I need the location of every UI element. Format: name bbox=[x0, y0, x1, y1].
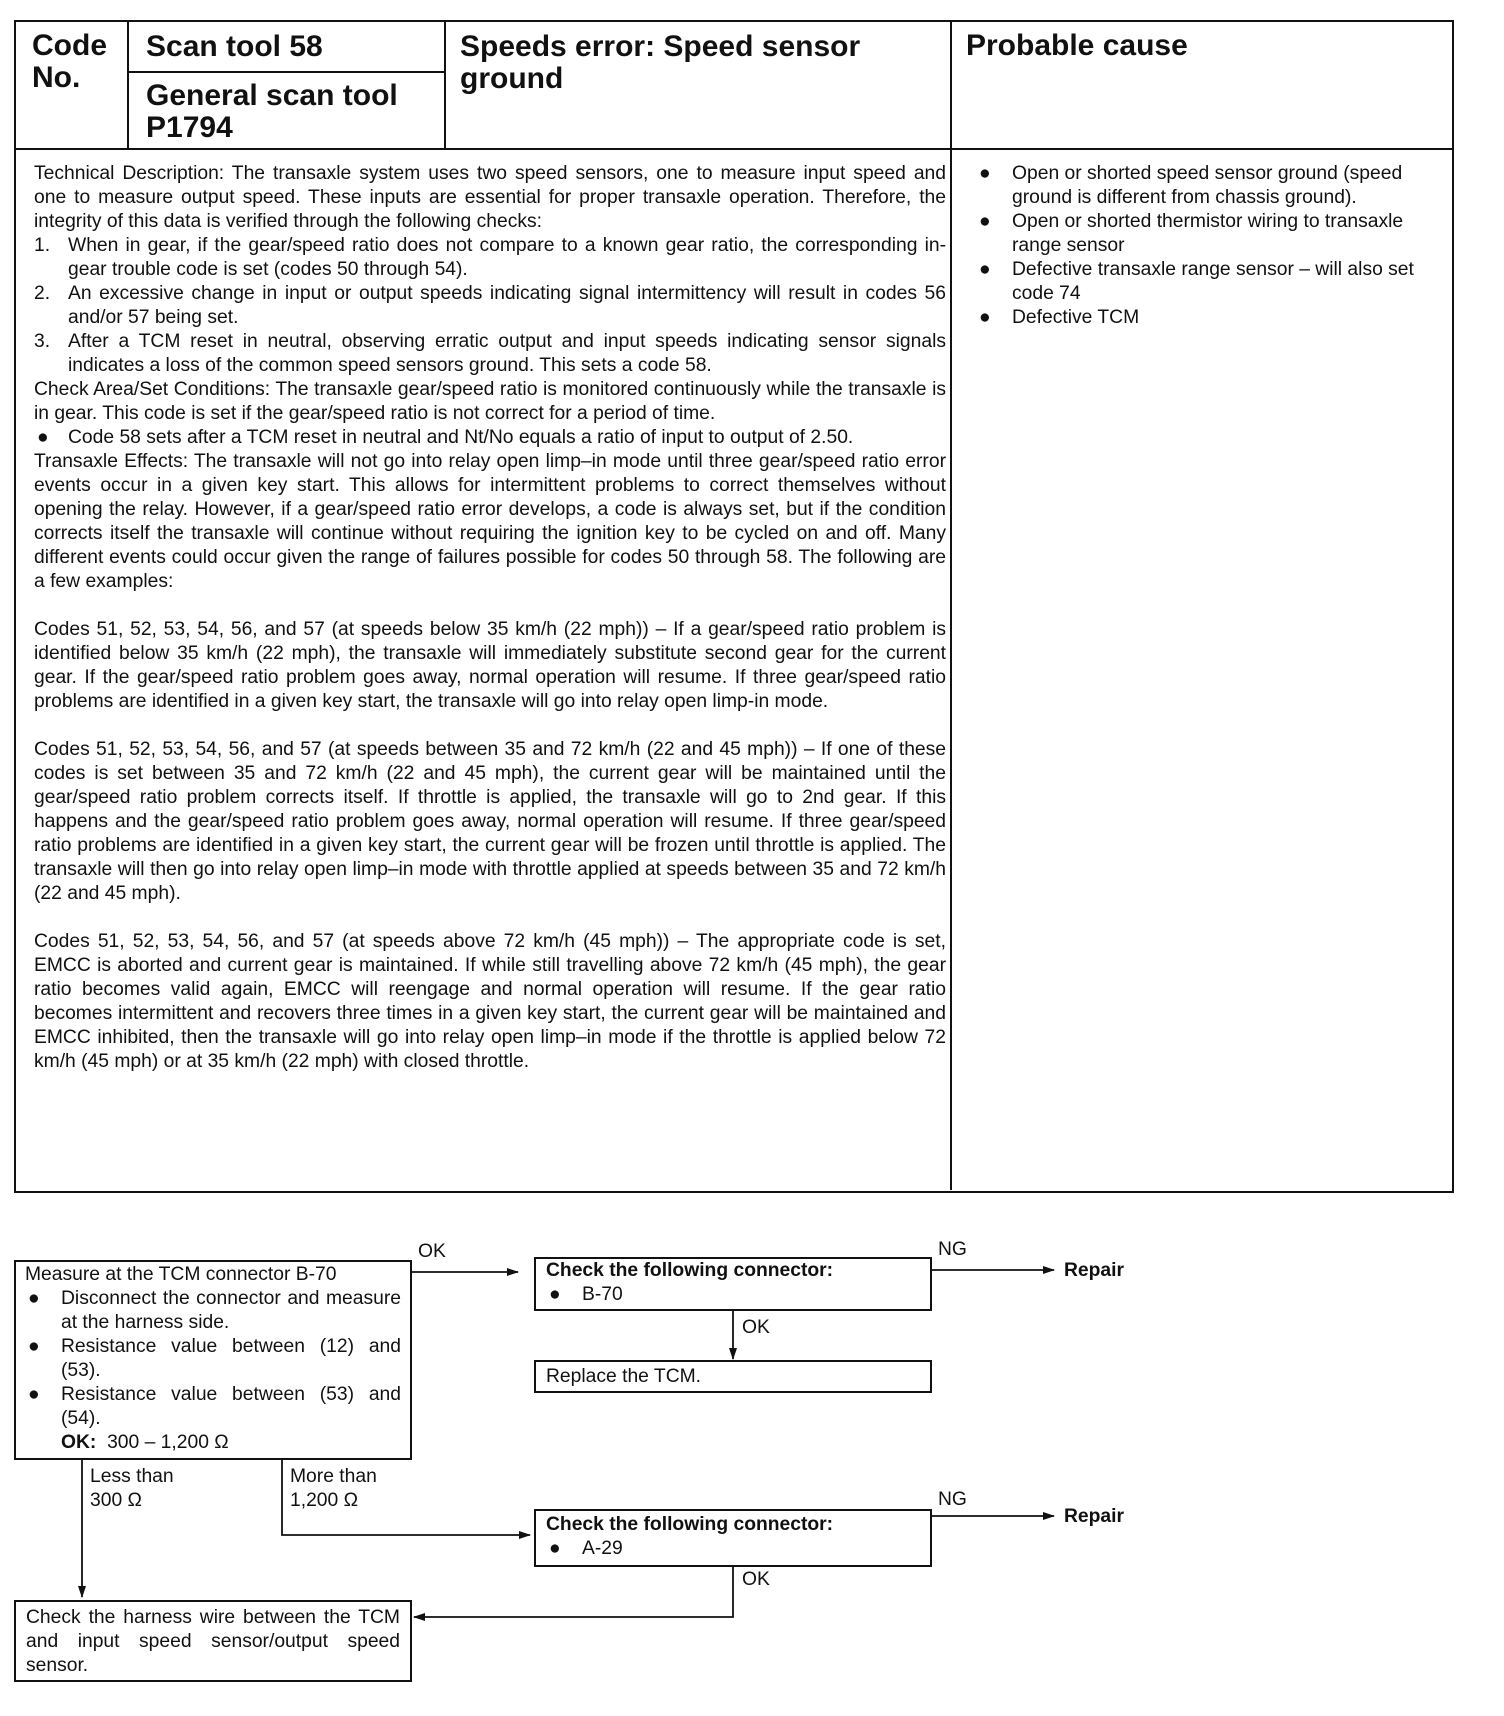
description-intro: Technical Description: The transaxle system uses two speed sensors, one to measure input speed and one to measure output speed. These inputs are essential for proper transaxle operation. Therefore, the integrity of this data is verified through the following checks: bbox=[34, 163, 946, 232]
check-connector-title: Check the following connector: bbox=[546, 1260, 834, 1281]
measure-step-title: Measure at the TCM connector B-70 bbox=[25, 1264, 337, 1285]
bullet-icon: ● bbox=[28, 1384, 40, 1405]
list-item-text: Defective TCM bbox=[1012, 307, 1140, 328]
ok-spec-value: 300 – 1,200 Ω bbox=[107, 1432, 229, 1453]
bullet-icon: ● bbox=[979, 307, 991, 328]
bullet-icon: ● bbox=[979, 163, 991, 184]
list-item bbox=[25, 1383, 401, 1431]
label-less-than bbox=[90, 1465, 174, 1513]
list-number: 3. bbox=[34, 331, 51, 352]
list-item-text: Open or shorted speed sensor ground (speed ground is different from chassis ground). bbox=[1012, 163, 1403, 208]
bullet-icon: ● bbox=[37, 427, 49, 448]
check-area-text: Check Area/Set Conditions: The transaxle gear/speed ratio is monitored continuously while the transaxle is in gear. This code is set if the gear/speed ratio is not correct for a period of time. bbox=[34, 379, 946, 424]
list-item-text: Open or shorted thermistor wiring to transaxle range sensor bbox=[1012, 211, 1404, 256]
bullet-icon: ● bbox=[549, 1538, 561, 1559]
label-ng: NG bbox=[938, 1239, 967, 1260]
list-item-text: Defective transaxle range sensor – will also set code 74 bbox=[1012, 259, 1414, 304]
measure-step-box bbox=[14, 1260, 412, 1460]
label-ok: OK bbox=[418, 1241, 446, 1262]
label-more-than-value: 1,200 Ω bbox=[290, 1490, 359, 1511]
bullet-icon: ● bbox=[549, 1284, 561, 1305]
repair-label-bottom: Repair bbox=[1064, 1506, 1125, 1527]
label-more-than bbox=[290, 1465, 377, 1513]
list-item-text: After a TCM reset in neutral, observing erratic output and input speeds indicating sensor signals indicates a loss of the common speed sensors ground. This sets a code 58. bbox=[68, 331, 946, 376]
list-item bbox=[546, 1537, 920, 1561]
list-item bbox=[546, 1283, 920, 1307]
check-harness-text: Check the harness wire between the TCM and input speed sensor/output speed sensor. bbox=[26, 1607, 400, 1676]
paragraph-low-speed: Codes 51, 52, 53, 54, 56, and 57 (at speeds below 35 km/h (22 mph)) – If a gear/speed ratio problem is identified below 35 km/h (22 mph), the transaxle will immediately substitute second gear for the current gear. If the gear/speed ratio problem goes away, normal operation will resume. If three gear/speed ratio problems are identified in a given key start, the transaxle will go into relay open limp-in mode. bbox=[34, 619, 946, 712]
list-item bbox=[25, 1335, 401, 1383]
check-connector-b70-box bbox=[534, 1257, 932, 1311]
label-less-than-value: 300 Ω bbox=[90, 1490, 142, 1511]
bullet-icon: ● bbox=[28, 1288, 40, 1309]
general-scan-tool-label: General scan tool P1794 bbox=[146, 79, 398, 144]
ok-spec-line bbox=[25, 1431, 401, 1455]
list-item-text: When in gear, if the gear/speed ratio does not compare to a known gear ratio, the corresponding in-gear trouble code is set (codes 50 through 54). bbox=[68, 235, 946, 280]
paragraph-mid-speed: Codes 51, 52, 53, 54, 56, and 57 (at speeds between 35 and 72 km/h (22 and 45 mph)) – If one of these codes is set between 35 and 72 km/h (22 and 45 mph), the current gear will be maintained until the gear/speed ratio problem corrects itself. If throttle is applied, the transaxle will go to 2nd gear. If this happens and the gear/speed ratio problem goes away, normal operation will resume. If three gear/speed ratio problems are identified in a given key start, the current gear will be frozen until throttle is applied. The transaxle will then go into relay open limp–in mode with throttle applied at speeds between 35 and 72 km/h (22 and 45 mph). bbox=[34, 739, 946, 904]
measure-step-list bbox=[25, 1287, 401, 1431]
transaxle-effects-text: Transaxle Effects: The transaxle will not go into relay open limp–in mode until three gear/speed ratio error events occur in a given key start. This allows for intermittent problems to correct themselves without opening the relay. However, if a gear/speed ratio error develops, a code is always set, but if the condition corrects itself the transaxle will continue without requiring the ignition key to be cycled on and off. Many different events could occur given the range of failures possible for codes 50 through 58. The following are a few examples: bbox=[34, 451, 946, 592]
label-ng: NG bbox=[938, 1489, 967, 1510]
list-item-text: Resistance value between (53) and (54). bbox=[61, 1384, 401, 1429]
check-connector-title: Check the following connector: bbox=[546, 1514, 834, 1535]
list-item-text: Disconnect the connector and measure at the harness side. bbox=[61, 1288, 401, 1333]
list-item-text: Resistance value between (12) and (53). bbox=[61, 1336, 401, 1381]
list-item-text: Code 58 sets after a TCM reset in neutral and Nt/No equals a ratio of input to output of 2.50. bbox=[68, 427, 854, 448]
check-harness-box bbox=[14, 1600, 412, 1682]
ok-spec-label: OK: bbox=[61, 1432, 97, 1453]
label-less-than-text: Less than bbox=[90, 1466, 174, 1487]
paragraph-high-speed: Codes 51, 52, 53, 54, 56, and 57 (at speeds above 72 km/h (45 mph)) – The appropriate code is set, EMCC is aborted and current gear is maintained. If while still travelling above 72 km/h (45 mph), the gear ratio becomes valid again, EMCC will reengage and normal operation will resume. If the gear ratio becomes intermittent and recovers three times in a given key start, the current gear will be maintained and EMCC inhibited, then the transaxle will go into relay open limp–in mode if the throttle is applied below 72 km/h (45 mph) or at 35 km/h (22 mph) with closed throttle. bbox=[34, 931, 946, 1072]
bullet-icon: ● bbox=[28, 1336, 40, 1357]
list-item-text: B-70 bbox=[582, 1284, 623, 1305]
label-more-than-text: More than bbox=[290, 1466, 377, 1487]
repair-label-top: Repair bbox=[1064, 1260, 1125, 1281]
list-item-text: An excessive change in input or output speeds indicating signal intermittency will result in codes 56 and/or 57 being set. bbox=[68, 283, 946, 328]
probable-cause-label: Probable cause bbox=[966, 29, 1188, 62]
code-number-label: Code No. bbox=[32, 29, 107, 94]
replace-tcm-box bbox=[534, 1360, 932, 1393]
list-item-text: A-29 bbox=[582, 1538, 623, 1559]
check-connector-a29-box bbox=[534, 1509, 932, 1567]
arrow-ok-to-harness bbox=[414, 1566, 733, 1617]
page-title: Speeds error: Speed sensor ground bbox=[460, 30, 861, 95]
list-item bbox=[25, 1287, 401, 1335]
bullet-icon: ● bbox=[979, 259, 991, 280]
list-number: 1. bbox=[34, 235, 51, 256]
label-ok: OK bbox=[742, 1569, 770, 1590]
bullet-icon: ● bbox=[979, 211, 991, 232]
replace-tcm-text: Replace the TCM. bbox=[546, 1366, 702, 1387]
list-number: 2. bbox=[34, 283, 51, 304]
scan-tool-label: Scan tool 58 bbox=[146, 30, 323, 63]
label-ok: OK bbox=[742, 1317, 770, 1338]
